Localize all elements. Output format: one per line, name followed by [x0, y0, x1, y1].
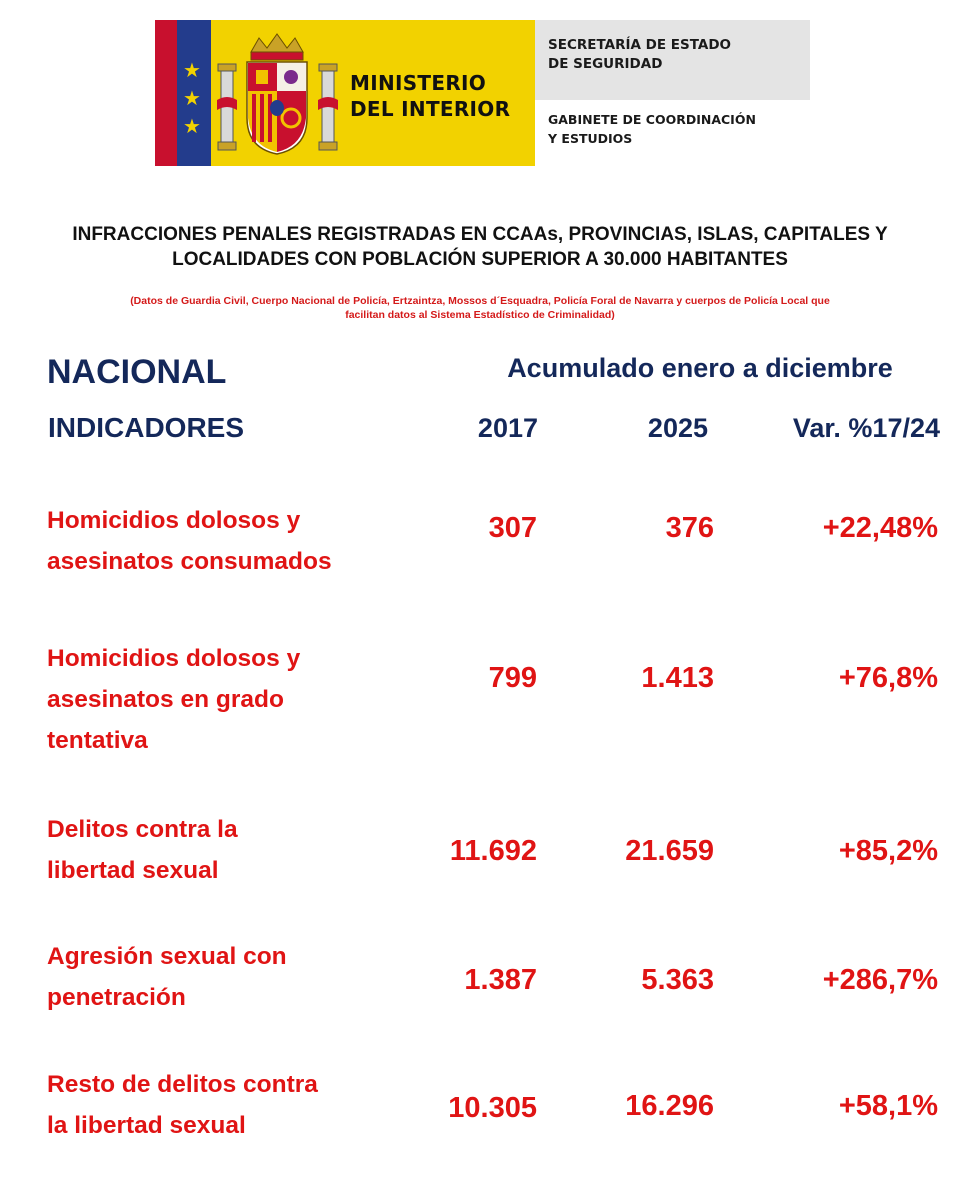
banner-yellow-panel: [155, 20, 535, 166]
indicator-label-line: Agresión sexual con: [47, 943, 287, 970]
ministry-line: DEL INTERIOR: [350, 97, 511, 121]
indicator-label: [47, 500, 397, 582]
data-sources-note: [40, 294, 920, 322]
gabinete-line: GABINETE DE COORDINACIÓN: [548, 112, 756, 127]
value-variation: +85,2%: [838, 835, 938, 867]
indicator-label: [47, 1064, 397, 1146]
column-header-2025: 2025: [647, 413, 708, 443]
indicator-label: [47, 809, 397, 891]
indicator-label: [47, 936, 397, 1018]
indicator-label-line: libertad sexual: [47, 857, 219, 884]
value-2017: 1.387: [464, 964, 537, 996]
value-2017: 11.692: [449, 835, 537, 867]
indicator-label-line: Homicidios dolosos y: [47, 507, 301, 534]
secretaria-panel: [535, 20, 810, 100]
coat-of-arms-icon: [215, 30, 340, 160]
indicator-label-line: la libertad sexual: [47, 1112, 246, 1139]
sources-line: (Datos de Guardia Civil, Cuerpo Nacional de Policía, Ertzaintza, Mossos d´Esquadra, Policía Foral de Navarra y cuerpos de Policía Local que: [130, 295, 830, 307]
value-2017: 799: [488, 662, 537, 694]
star-icon: ★: [183, 86, 201, 110]
indicator-label-line: penetración: [47, 984, 186, 1011]
secretaria-name: [548, 36, 731, 74]
title-line: INFRACCIONES PENALES REGISTRADAS EN CCAAs, PROVINCIAS, ISLAS, CAPITALES Y: [72, 224, 888, 245]
sources-line: facilitan datos al Sistema Estadístico de Criminalidad): [345, 309, 615, 321]
value-2025: 21.659: [625, 835, 714, 867]
value-variation: +58,1%: [838, 1090, 938, 1122]
period-heading: Acumulado enero a diciembre: [507, 353, 893, 383]
column-header-variation: Var. %17/24: [792, 413, 940, 443]
indicator-label-line: asesinatos en grado: [47, 686, 284, 713]
value-2025: 5.363: [641, 964, 714, 996]
value-2017: 10.305: [448, 1092, 537, 1124]
title-line: LOCALIDADES CON POBLACIÓN SUPERIOR A 30.000 HABITANTES: [172, 249, 788, 270]
indicator-label-line: Homicidios dolosos y: [47, 645, 301, 672]
value-2025: 1.413: [641, 662, 714, 694]
indicator-label-line: tentativa: [47, 727, 148, 754]
column-header-2017: 2017: [477, 413, 538, 443]
indicator-label: [47, 638, 397, 761]
indicators-heading: INDICADORES: [48, 412, 245, 443]
indicator-label-line: Resto de delitos contra: [47, 1071, 318, 1098]
gabinete-name: [548, 110, 756, 148]
star-icon: ★: [183, 58, 201, 82]
value-variation: +76,8%: [838, 662, 938, 694]
secretaria-line: DE SEGURIDAD: [548, 56, 663, 72]
ministry-banner: [155, 20, 810, 166]
scope-heading: NACIONAL: [47, 353, 227, 391]
document-title: [20, 222, 940, 272]
value-variation: +22,48%: [822, 512, 938, 544]
flag-stripe-red: [155, 20, 177, 166]
value-2025: 376: [665, 512, 714, 544]
ministry-line: MINISTERIO: [350, 71, 487, 95]
value-2017: 307: [488, 512, 537, 544]
value-2025: 16.296: [625, 1090, 714, 1122]
ministry-name: [350, 70, 510, 122]
secretaria-line: SECRETARÍA DE ESTADO: [548, 37, 732, 53]
indicator-label-line: Delitos contra la: [47, 816, 238, 843]
star-icon: ★: [183, 114, 201, 138]
gabinete-line: Y ESTUDIOS: [548, 131, 633, 146]
indicator-label-line: asesinatos consumados: [47, 548, 332, 575]
value-variation: +286,7%: [822, 964, 938, 996]
